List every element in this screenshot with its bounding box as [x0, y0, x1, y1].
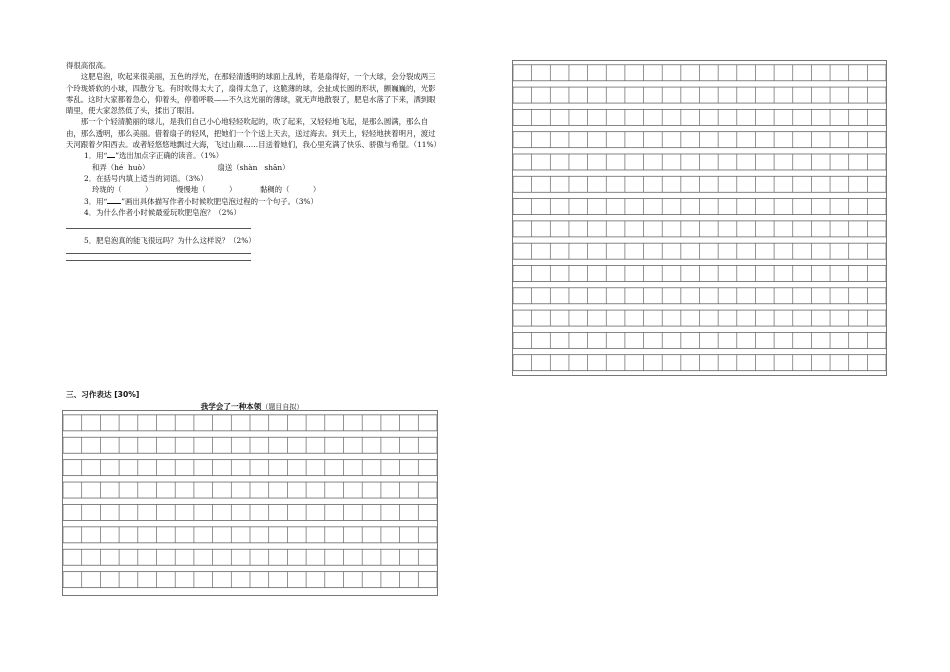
question-3: 3．用“ ”画出具体描写作者小时候吹肥皂泡过程的一个句子。（3%） [84, 196, 318, 206]
question-1-items: 和弄（hé huò） 扇送（shàn shān） [92, 162, 290, 172]
answer-line[interactable] [66, 253, 251, 254]
question-5: 5．肥皂泡真的能飞很远吗？为什么这样说？（2%） [84, 236, 256, 246]
passage-paragraph-1: 这肥皂泡，吹起来很美丽，五色的浮光，在那轻清透明的球面上乱转，若是扇得好，一个大球，会分裂成两三个玲珑娇软的小球，四散分飞。有时吹得太大了，扇得太急了，这脆薄的球，会扯成长圆的形状，颤巍巍的，光影零乱。这时大家都着急心，仰着头，停着呼吸——不久这光丽的薄球，就无声地散裂了，肥皂水落了下来，洒到眼睛里，使大家忽然低了头，揉出了眼泪。 [66, 72, 436, 116]
grid-cells [63, 411, 437, 595]
reading-passage [66, 60, 441, 267]
question-4: 4．为什么作者小时候最爱玩吹肥皂泡？（2%） [84, 207, 241, 217]
answer-line[interactable] [66, 260, 251, 261]
composition-writing-grid[interactable] [62, 410, 438, 596]
section-heading: 三、习作表达 [30%] [66, 390, 140, 399]
grid-cells [513, 61, 886, 375]
underline-mark [107, 196, 121, 204]
passage-line: 得很高很高。 [66, 61, 111, 70]
composition-writing-grid-continued[interactable] [512, 60, 887, 376]
question-1: 1．用“ ”选出加点字正确的读音。（1%） [84, 151, 224, 161]
answer-line[interactable] [66, 228, 251, 229]
passage-paragraph-2: 那一个个轻清脆丽的球儿，是我们自己小心地轻轻吹起的，吹了起来，又轻轻地飞起，是那么圆满，那么自由，那么透明，那么美丽。借着扇子的轻风，把她们一个个送上天去，送过海去。到天上，轻轻地挟着明月，渡过天河跟着夕阳西去。或者轻悠悠地飘过大海，飞过山巅……目送着她们，我心里充满了快乐、骄傲与希望。（11%） [66, 117, 441, 150]
question-2: 2．在括号内填上适当的词语。（3%） [84, 173, 208, 183]
question-2-items: 玲珑的（ ） 慢慢地（ ） 黏稠的（ ） [92, 185, 321, 195]
composition-title: 我学会了一种本领（题目自拟） [200, 402, 304, 411]
